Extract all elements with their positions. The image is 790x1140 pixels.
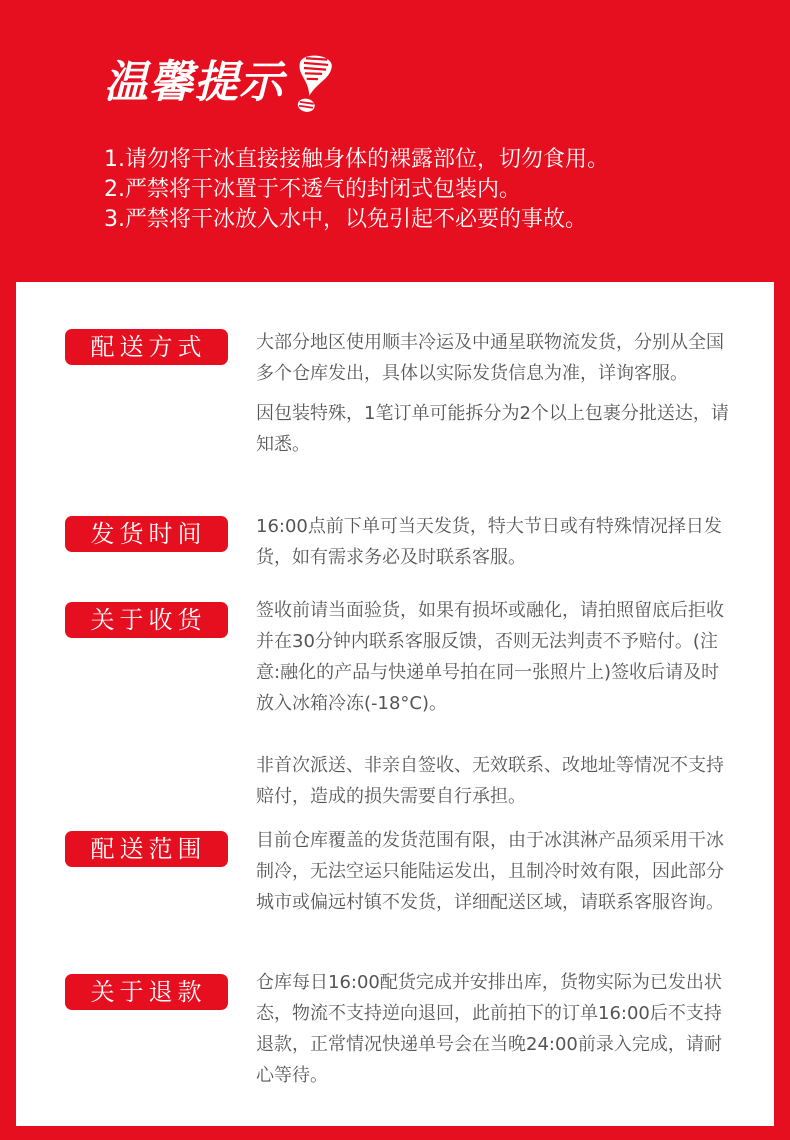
- section-paragraph: 目前仓库覆盖的发货范围有限，由于冰淇淋产品须采用干冰制冷，无法空运只能陆运发出，且制冷时效有限，因此部分城市或偏远村镇不发货，详细配送区域，请联系客服咨询。: [256, 830, 724, 913]
- section-body: [256, 595, 736, 812]
- notice-item: 2.严禁将干冰置于不透气的封闭式包装内。: [104, 177, 521, 202]
- info-panel: [16, 282, 774, 1126]
- section-paragraph: 因包装特殊，1笔订单可能拆分为2个以上包裹分批送达，请知悉。: [256, 403, 729, 455]
- notice-item: 3.严禁将干冰放入水中，以免引起不必要的事故。: [104, 207, 587, 232]
- section-label: 发货时间: [65, 516, 228, 552]
- section-body: [256, 825, 736, 918]
- section-paragraph: 非首次派送、非亲自签收、无效联系、改地址等情况不支持赔付，造成的损失需要自行承担。: [256, 755, 724, 807]
- section-body: [256, 511, 736, 573]
- section-paragraph: 仓库每日16:00配货完成并安排出库，货物实际为已发出状态，物流不支持逆向退回，此前拍下的订单16:00后不支持退款，正常情况快递单号会在当晚24:00前录入完成，请耐心等待。: [256, 972, 722, 1086]
- section-label: 配送方式: [65, 329, 228, 365]
- exclamation-mark-icon: [290, 50, 334, 116]
- page-title: 温馨提示: [104, 57, 284, 108]
- section-paragraph: 16:00点前下单可当天发货，特大节日或有特殊情况择日发货，如有需求务必及时联系客服。: [256, 516, 722, 568]
- notice-list: [104, 145, 744, 235]
- section-paragraph: 大部分地区使用顺丰冷运及中通星联物流发货，分别从全国多个仓库发出，具体以实际发货信息为准，详询客服。: [256, 332, 724, 384]
- section-label: 配送范围: [65, 831, 228, 867]
- notice-item: 1.请勿将干冰直接接触身体的裸露部位，切勿食用。: [104, 147, 609, 172]
- section-label: 关于收货: [65, 602, 228, 638]
- section-body: [256, 327, 736, 460]
- title-row: [104, 50, 334, 116]
- section-body: [256, 967, 736, 1091]
- warm-tips-header: [0, 0, 790, 282]
- section-label: 关于退款: [65, 974, 228, 1010]
- section-paragraph: 签收前请当面验货，如果有损坏或融化，请拍照留底后拒收并在30分钟内联系客服反馈，否则无法判责不予赔付。(注意:融化的产品与快递单号拍在同一张照片上)签收后请及时放入冰箱冷冻(-18°C)。: [256, 600, 724, 714]
